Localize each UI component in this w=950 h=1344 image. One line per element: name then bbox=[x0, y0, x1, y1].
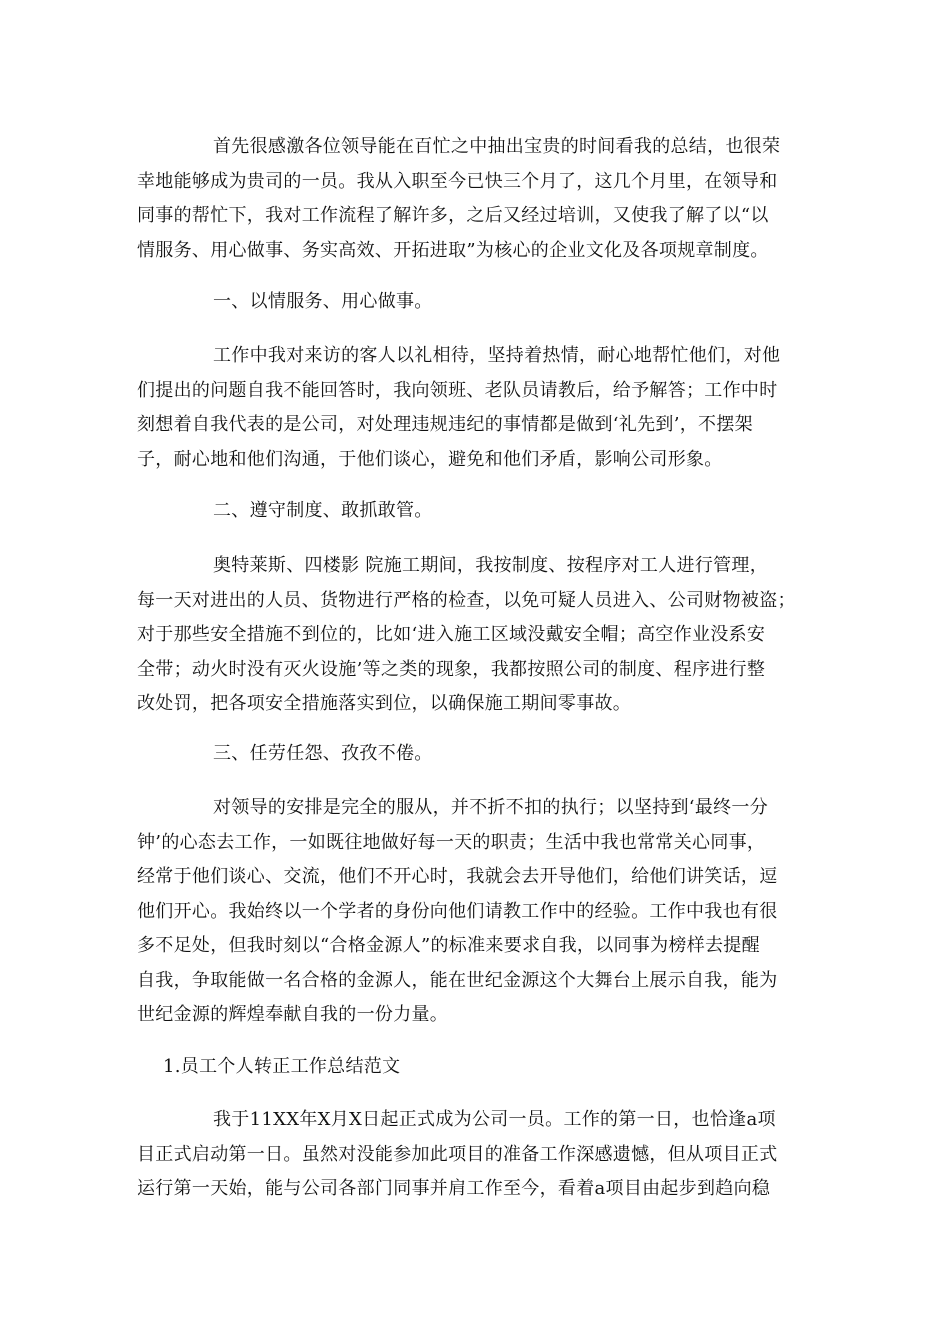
paragraph-line: 们提出的问题自我不能回答时，我向领班、老队员请教后，给予解答；工作中时 bbox=[137, 379, 778, 401]
paragraph-intro bbox=[137, 130, 817, 268]
paragraph-line: 钟’的心态去工作，一如既往地做好每一天的职责；生活中我也常常关心同事， bbox=[137, 831, 766, 853]
heading-text: 1.员工个人转正工作总结范文 bbox=[163, 1056, 401, 1077]
paragraph-line: 奥特莱斯、四楼影 院施工期间，我按制度、按程序对工人进行管理， bbox=[213, 555, 769, 576]
paragraph-section-1 bbox=[137, 339, 817, 477]
paragraph-line: 运行第一天始，能与公司各部门同事并肩工作至今，看着a项目由起步到趋向稳 bbox=[137, 1178, 771, 1199]
paragraph-line: 经常于他们谈心、交流，他们不开心时，我就会去开导他们，给他们讲笑话，逗 bbox=[137, 866, 778, 887]
paragraph-line: 自我，争取能做一名合格的金源人，能在世纪金源这个大舞台上展示自我，能为 bbox=[137, 969, 778, 991]
paragraph-line: 每一天对进出的人员、货物进行严格的检查，以免可疑人员进入、公司财物被盗； bbox=[137, 589, 796, 611]
paragraph-line: 工作中我对来访的客人以礼相待，坚持着热情，耐心地帮忙他们，对他 bbox=[213, 345, 781, 366]
section-heading-1 bbox=[137, 285, 817, 320]
heading-text: 二、遵守制度、敢抓敢管。 bbox=[213, 500, 433, 521]
paragraph-line: 幸地能够成为贵司的一员。我从入职至今已快三个月了，这几个月里，在领导和 bbox=[137, 170, 778, 192]
paragraph-line: 世纪金源的辉煌奉献自我的一份力量。 bbox=[137, 1004, 449, 1025]
paragraph-section-3 bbox=[137, 791, 817, 1033]
section-heading-3 bbox=[137, 737, 817, 772]
paragraph-line: 我于11XX年X月X日起正式成为公司一员。工作的第一日，也恰逢a项 bbox=[213, 1109, 776, 1130]
section-heading-2 bbox=[137, 494, 817, 529]
paragraph-line: 多不足处，但我时刻以“合格金源人”的标准来要求自我，以同事为榜样去提醒 bbox=[137, 935, 760, 956]
paragraph-line: 他们开心。我始终以一个学者的身份向他们请教工作中的经验。工作中我也有很 bbox=[137, 900, 778, 922]
heading-text: 一、以情服务、用心做事。 bbox=[213, 291, 433, 312]
paragraph-line: 首先很感激各位领导能在百忙之中抽出宝贵的时间看我的总结，也很荣 bbox=[213, 136, 781, 157]
paragraph-line: 同事的帮忙下，我对工作流程了解许多，之后又经过培训，又使我了解了以“以 bbox=[137, 205, 769, 226]
paragraph-line: 情服务、用心做事、务实高效、开拓进取”为核心的企业文化及各项规章制度。 bbox=[137, 239, 769, 261]
paragraph-line: 目正式启动第一日。虽然对没能参加此项目的准备工作深感遗憾，但从项目正式 bbox=[137, 1143, 778, 1165]
paragraph-section-4 bbox=[137, 1103, 817, 1207]
paragraph-line: 对领导的安排是完全的服从，并不折不扣的执行；以坚持到‘最终一分 bbox=[213, 797, 769, 818]
heading-text: 三、任劳任怨、孜孜不倦。 bbox=[213, 743, 433, 764]
paragraph-line: 全带；动火时没有灭火设施’等之类的现象，我都按照公司的制度、程序进行整 bbox=[137, 658, 766, 680]
section-heading-4 bbox=[163, 1050, 843, 1085]
paragraph-line: 刻想着自我代表的是公司，对处理违规违纪的事情都是做到‘礼先到’，不摆架 bbox=[137, 414, 753, 435]
paragraph-line: 对于那些安全措施不到位的，比如‘进入施工区域没戴安全帽；高空作业没系安 bbox=[137, 624, 766, 645]
paragraph-line: 改处罚，把各项安全措施落实到位，以确保施工期间零事故。 bbox=[137, 693, 632, 714]
paragraph-line: 子，耐心地和他们沟通，于他们谈心，避免和他们矛盾，影响公司形象。 bbox=[137, 448, 723, 470]
paragraph-section-2 bbox=[137, 549, 817, 722]
